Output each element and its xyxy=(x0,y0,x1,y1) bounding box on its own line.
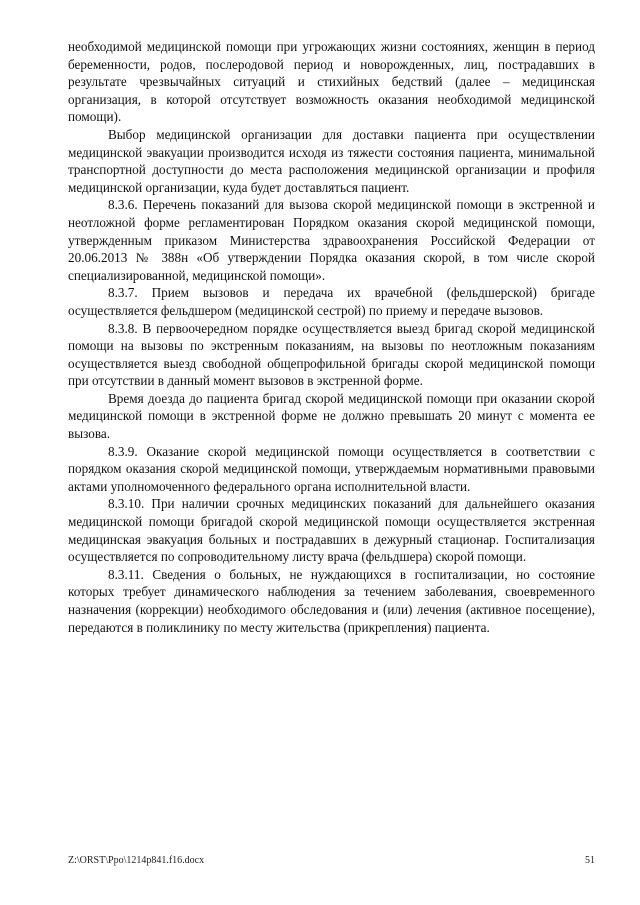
paragraph-8-3-11: 8.3.11. Сведения о больных, не нуждающихся в госпитализации, но состояние которых требует динамического наблюдения за течением заболевания, своевременного назначения (коррекции) необходимого обследования и (или) лечения (активное посещение), передаются в поликлинику по месту жительства (прикрепления) пациента. xyxy=(68,566,595,635)
paragraph-8-3-10: 8.3.10. При наличии срочных медицинских показаний для дальнейшего оказания медицинской помощи бригадой скорой медицинской помощи осуществляется экстренная медицинская эвакуация больных и пострадавших в дежурный стационар. Госпитализация осуществляется по сопроводительному листу врача (фельдшера) скорой помощи. xyxy=(68,496,595,565)
footer-file-path: Z:\ORST\Ppo\1214p841.f16.docx xyxy=(68,855,205,866)
document-body xyxy=(68,38,595,636)
page-footer xyxy=(68,855,595,866)
paragraph-arrival-time: Время доезда до пациента бригад скорой медицинской помощи при оказании скорой медицинской помощи в экстренной форме не должно превышать 20 минут с момента ее вызова. xyxy=(68,390,595,442)
paragraph-continuation: необходимой медицинской помощи при угрожающих жизни состояниях, женщин в период беременности, родов, послеродовой период и новорожденных, лиц, пострадавших в результате чрезвычайных ситуаций и стихийных бедствий (далее – медицинская организация, в которой отсутствует возможность оказания необходимой медицинской помощи). xyxy=(68,39,595,125)
footer-page-number: 51 xyxy=(585,855,595,866)
paragraph-8-3-7: 8.3.7. Прием вызовов и передача их врачебной (фельдшерской) бригаде осуществляется фельдшером (медицинской сестрой) по приему и передаче вызовов. xyxy=(68,285,595,318)
paragraph-8-3-6: 8.3.6. Перечень показаний для вызова скорой медицинской помощи в экстренной и неотложной форме регламентирован Порядком оказания скорой медицинской помощи, утвержденным приказом Министерства здравоохранения Российской Федерации от 20.06.2013 № 388н «Об утверждении Порядка оказания скорой, в том числе скорой специализированной, медицинской помощи». xyxy=(68,197,595,283)
paragraph-8-3-8: 8.3.8. В первоочередном порядке осуществляется выезд бригад скорой медицинской помощи на вызовы по экстренным показаниям, на вызовы по неотложным показаниям осуществляется выезд свободной общепрофильной бригады скорой медицинской помощи при отсутствии в данный момент вызовов в экстренной форме. xyxy=(68,320,595,389)
paragraph-8-3-9: 8.3.9. Оказание скорой медицинской помощи осуществляется в соответствии с порядком оказания скорой медицинской помощи, утверждаемым нормативными правовыми актами уполномоченного федерального органа исполнительной власти. xyxy=(68,443,595,494)
paragraph-evacuation-choice: Выбор медицинской организации для доставки пациента при осуществлении медицинской эвакуации производится исходя из тяжести состояния пациента, минимальной транспортной доступности до места расположения медицинской организации и профиля медицинской организации, куда будет доставляться пациент. xyxy=(68,126,595,195)
